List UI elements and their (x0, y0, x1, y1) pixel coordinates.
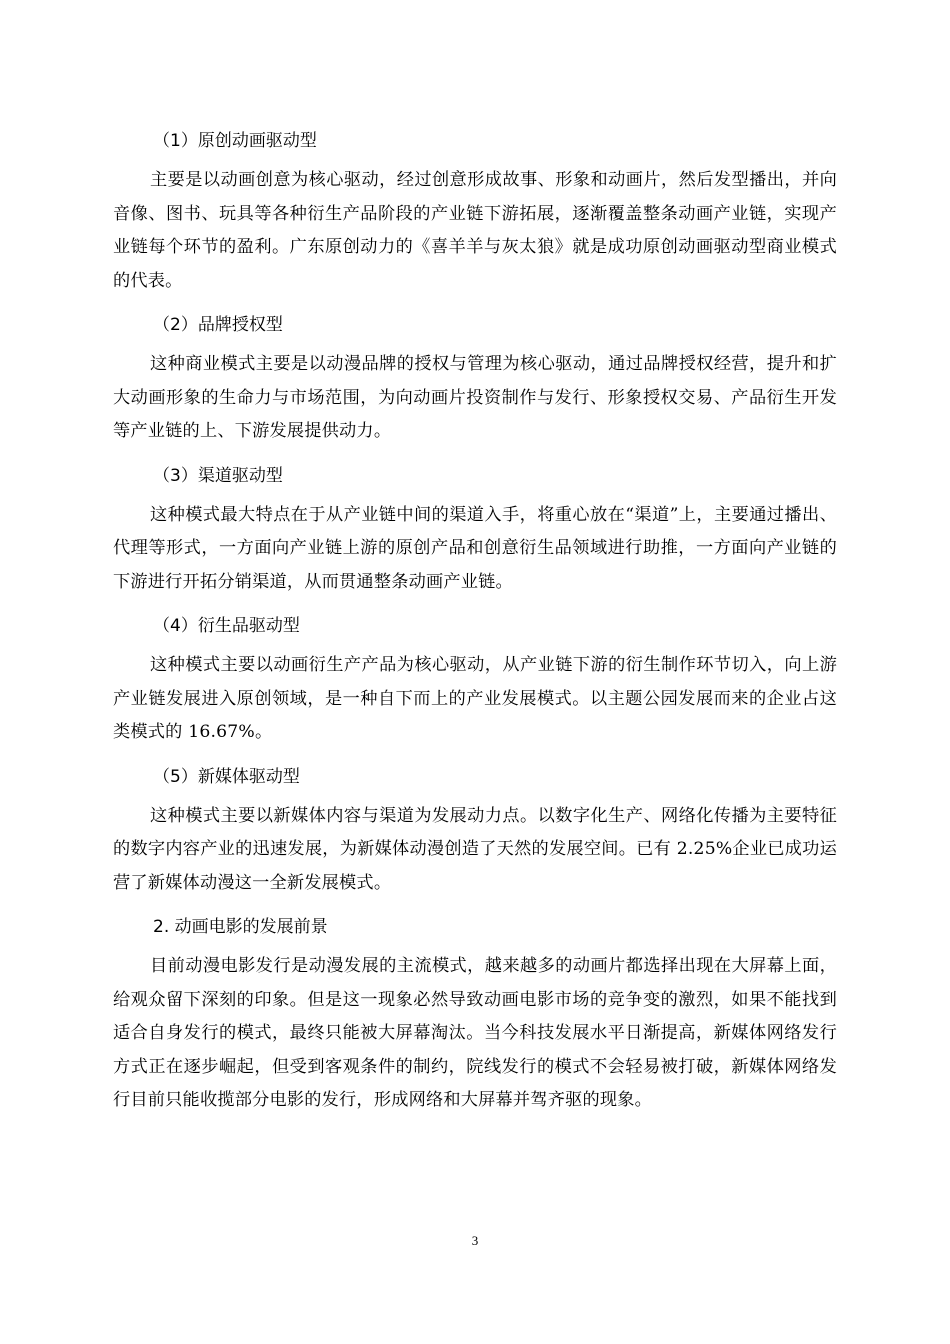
section-heading-4: （4）衍生品驱动型 (153, 616, 300, 636)
section-body-3: 这种模式最大特点在于从产业链中间的渠道入手，将重心放在“渠道”上，主要通过播出、代理等形式，一方面向产业链上游的原创产品和创意衍生品领域进行助推，一方面向产业链的下游进行开拓分销渠道，从而贯通整条动画产业链。 (113, 504, 837, 592)
section-body-4: 这种模式主要以动画衍生产产品为核心驱动，从产业链下游的衍生制作环节切入，向上游产业链发展进入原创领域，是一种自下而上的产业发展模式。以主题公园发展而来的企业占这类模式的 16.67%。 (113, 655, 837, 742)
page-number: 3 (471, 1233, 479, 1248)
section-heading-5: （5）新媒体驱动型 (153, 766, 300, 787)
section-body-1: 主要是以动画创意为核心驱动，经过创意形成故事、形象和动画片，然后发型播出，并向音像、图书、玩具等各种衍生产品阶段的产业链下游拓展，逐渐覆盖整条动画产业链，实现产业链每个环节的盈利。广东原创动力的《喜羊羊与灰太狼》就是成功原创动画驱动型商业模式的代表。 (113, 170, 837, 291)
section-heading-1: （1）原创动画驱动型 (153, 131, 317, 151)
section-body-6: 目前动漫电影发行是动漫发展的主流模式，越来越多的动画片都选择出现在大屏幕上面，给观众留下深刻的印象。但是这一现象必然导致动画电影市场的竞争变的激烈，如果不能找到适合自身发行的模式，最终只能被大屏幕淘汰。当今科技发展水平日渐提高，新媒体网络发行方式正在逐步崛起，但受到客观条件的制约，院线发行的模式不会轻易被打破，新媒体网络发行目前只能收揽部分电影的发行，形成网络和大屏幕并驾齐驱的现象。 (113, 956, 837, 1110)
section-heading-3: （3）渠道驱动型 (153, 465, 283, 486)
section-body-2: 这种商业模式主要是以动漫品牌的授权与管理为核心驱动，通过品牌授权经营，提升和扩大动画形象的生命力与市场范围，为向动画片投资制作与发行、形象授权交易、产品衍生开发等产业链的上、下游发展提供动力。 (113, 354, 837, 441)
page-content (113, 112, 837, 1118)
section-body-5: 这种模式主要以新媒体内容与渠道为发展动力点。以数字化生产、网络化传播为主要特征的数字内容产业的迅速发展，为新媒体动漫创造了天然的发展空间。已有 2.25%企业已成功运营了新媒体动漫这一全新发展模式。 (113, 805, 837, 893)
section-heading-2: （2）品牌授权型 (153, 315, 283, 335)
section-heading-6: 2. 动画电影的发展前景 (153, 917, 328, 937)
